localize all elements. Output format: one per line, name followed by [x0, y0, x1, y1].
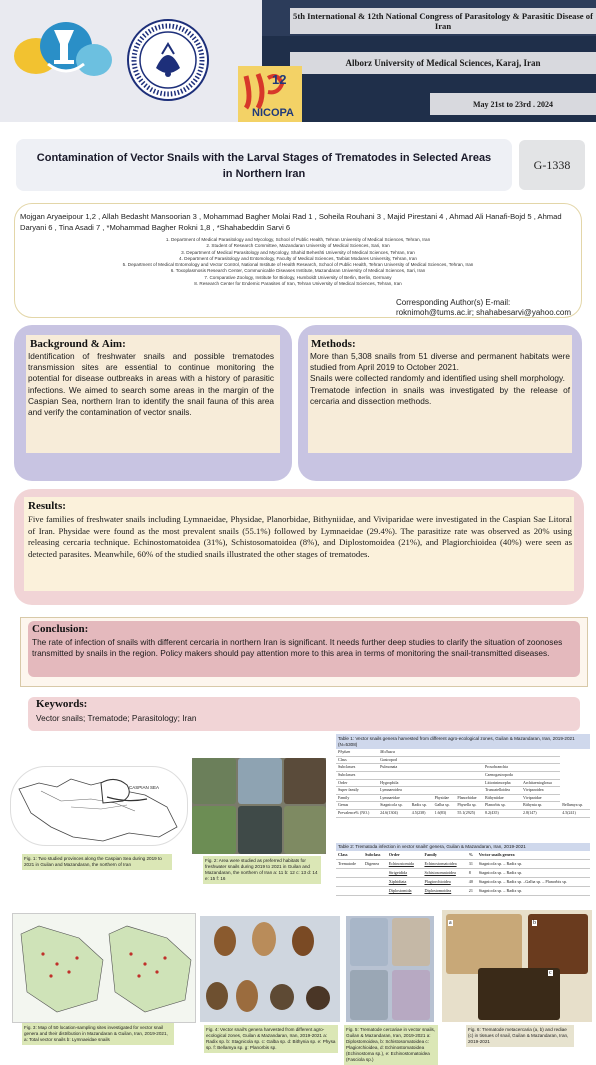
- table-2-row: [336, 877, 590, 886]
- table-1-cell: Lymnaeidae: [378, 794, 410, 802]
- results-text: Five families of freshwater snails including Lymnaeidae, Physidae, Planorbidae, Bithyniidae, and Viviparidae were investigated in the Caspian Sae Litoral of Iran. Physidae were found as the most prevalent snails (55.1%) followed by Lymnaeidae (29.4%). The parasitize rate was observed as 20% using releasing cercaria technique. Echinostomatoidea (31%), Schistosomatoidea (8%), and Diplostomoidea (21%), and Plagiorchioidea (40%) were seen as detected parasites. Meanwhile, 60% of the studied snails illustrated the other stages of trematodes.: [28, 514, 572, 559]
- table-1-cell: [410, 756, 433, 764]
- table-2-cell: Plagiorchioidea: [422, 877, 466, 886]
- table-1-cell: Subclasses: [336, 764, 378, 772]
- table-1-grid: [336, 749, 590, 817]
- metacercaria-photo-b: [528, 914, 588, 974]
- figure-6-metacercaria-photos: [442, 910, 592, 1022]
- table-1-cell: [410, 764, 433, 772]
- table-1-cell: [455, 749, 483, 756]
- table-1-cell: Order: [336, 779, 378, 787]
- conclusion-text: The rate of infection of snails with different cercaria in northern Iran is significant. It needs further deep studies to clarify the situation of zoonoses transmitted by snails in the region. Policy makers should pay attention more to this area in terms of monitoring the snail-transmitted diseases.: [32, 637, 563, 658]
- table-1-cell: [521, 764, 560, 772]
- table-2-cell: Echinostomida: [387, 859, 423, 868]
- micrograph-d: [392, 970, 430, 1020]
- table-2-cell: Xiphidiata: [387, 877, 423, 886]
- figure-3-caption: Fig. 3: Map of 50 location-sampling sites investigated for vector snail genera and their distribution in Mazandaran & Guilan, Iran, 2019-2021, a: Total vector snails b: Lymnaeidae snails: [22, 1023, 174, 1045]
- snail-photo-d: [206, 982, 228, 1010]
- table-2-cell: Stagnicola sp. – Radix sp.: [477, 868, 590, 877]
- table-1-cell: Prevalence% (NO.): [336, 809, 378, 817]
- affiliation-3: 3. Department of Medical Parasitology and Mycology, Shahid Beheshti University of Medical Sciences, Tehran, Iran: [181, 249, 415, 255]
- table-1-cell: 8.2(435): [483, 809, 521, 817]
- figure-1-caption: Fig. 1: Two studied provinces along the Caspian Sea during 2019 to 2021 in Guilan and Mazandaran, the northern of Iran: [22, 854, 172, 870]
- micrograph-b: [392, 918, 430, 966]
- table-1-row: [336, 779, 590, 787]
- table-1-row: [336, 756, 590, 764]
- results-heading: Results:: [28, 500, 66, 512]
- caspian-region-map-icon: [11, 767, 189, 847]
- table-1-cell: [521, 756, 560, 764]
- table-1-cell: Caenogastropoda: [483, 771, 521, 779]
- table-2-cell: [363, 868, 387, 877]
- table-2-grid: [336, 851, 590, 896]
- keywords-text: Vector snails; Trematode; Parasitology; Iran: [36, 713, 197, 723]
- affiliation-5: 5. Department of Medical Entomology and Vector Control, National Institute of Health Research, School of Public Health, Tehran University of Medical Sciences, Tehran, Iran: [122, 262, 474, 268]
- table-1-row: [336, 794, 590, 802]
- table-2-header-cell: Class: [336, 851, 363, 860]
- table-1-cell: [455, 764, 483, 772]
- table-1-cell: Super family: [336, 787, 378, 795]
- table-2-cell: [336, 886, 363, 895]
- table-1-cell: Lymnaeoidea: [378, 787, 410, 795]
- table-1-cell: Mollusca: [378, 749, 410, 756]
- table-1-cell: [433, 756, 456, 764]
- table-1-cell: Subclasses: [336, 771, 378, 779]
- parasitology-society-seal-icon: [126, 18, 210, 102]
- table-1-cell: Planorbis sp.: [483, 802, 521, 810]
- table-1-cell: Family: [336, 794, 378, 802]
- table-2-cell: Schistosomatoidea: [422, 868, 466, 877]
- table-1-cell: [410, 779, 433, 787]
- figure-1-map: [10, 766, 188, 846]
- affiliation-8: 8. Research Center for Endemic Parasites of Iran, Tehran University of Medical Sciences, Tehran, Iran: [194, 281, 402, 287]
- caspian-sea-label: CASPIAN SEA: [129, 785, 160, 790]
- table-1-cell: [433, 749, 456, 756]
- conclusion-heading: Conclusion:: [32, 623, 89, 635]
- methods-paragraph-1: More than 5,308 snails from 51 diverse and permanent habitats were studied from April 2019 to October 2021.: [310, 351, 570, 373]
- table-1-cell: Prosobranchia: [483, 764, 521, 772]
- table-1-cell: [410, 771, 433, 779]
- sampling-sites-map-icon: [13, 914, 197, 1024]
- table-1-cell: [483, 756, 521, 764]
- table-2-cell: [363, 877, 387, 886]
- background-text: Identification of freshwater snails and possible trematodes transmission sites are essential to continue monitoring the potential for disease outbreaks in areas with a history of parasitic infections. We aimed to search some areas in the margin of the Caspian Sea, northern Iran to identify the snail fauna of this area and verify the contamination of vector snails.: [28, 351, 274, 418]
- table-2-cell: Strigeidida: [387, 868, 423, 877]
- table-1-cell: Truncatelloidea: [483, 787, 521, 795]
- methods-text: [310, 351, 570, 407]
- host-university: Alborz University of Medical Sciences, Karaj, Iran: [290, 52, 596, 74]
- table-1-cell: [433, 771, 456, 779]
- corr-emails[interactable]: roknimoh@tums.ac.ir; shahabesarvi@yahoo.com: [396, 308, 571, 317]
- table-1-row: [336, 787, 590, 795]
- table-2-cell: Stagnicola sp. – Radix sp.: [477, 859, 590, 868]
- table-1-cell: Class: [336, 756, 378, 764]
- table-1-cell: Physella sp.: [455, 802, 483, 810]
- background-heading: Background & Aim:: [30, 338, 126, 350]
- table-1-cell: 4.5(238): [410, 809, 433, 817]
- table-1-cell: [378, 771, 410, 779]
- poster-code: G-1338: [519, 140, 585, 190]
- table-2-cell: 40: [467, 877, 477, 886]
- figure-4-snail-photos: [200, 916, 340, 1022]
- poster-title: Contamination of Vector Snails with the Larval Stages of Trematodes in Selected Areas in Northern Iran: [36, 152, 492, 180]
- table-1-row: [336, 764, 590, 772]
- figure-2-habitat-photos: [192, 758, 326, 854]
- table-1-row: [336, 802, 590, 810]
- table-2-cell: Trematode: [336, 859, 363, 868]
- table-1-cell: [433, 779, 456, 787]
- affiliations: [30, 237, 566, 287]
- figure-6-caption: Fig. 6: Trematode metacercaria (a, b) and rediae (c) in tissues of snail, Guilan & Mazandaran, Iran, 2019-2021: [466, 1025, 574, 1047]
- table-2-cell: Stagnicola sp. – Radix sp. –Galba sp. – Planorbis sp.: [477, 877, 590, 886]
- table-1-cell: 4.5(241): [560, 809, 590, 817]
- table-1-cell: Viviparidae: [521, 794, 560, 802]
- nicopa-logo: [238, 66, 302, 122]
- table-1-cell: Architaenioglossa: [521, 779, 560, 787]
- table-1-cell: [433, 787, 456, 795]
- snail-photo-f: [270, 984, 294, 1010]
- table-1-cell: Littorinimorpha: [483, 779, 521, 787]
- table-2-cell: Digenea: [363, 859, 387, 868]
- table-1-cell: Phylum: [336, 749, 378, 756]
- table-1-cell: 2.8(147): [521, 809, 560, 817]
- nicopa-number: 12: [272, 72, 287, 87]
- table-1-cell: [455, 779, 483, 787]
- congress-date: May 21st to 23rd . 2024: [430, 93, 596, 115]
- figure-3-sampling-maps: [12, 913, 196, 1023]
- habitat-photo-b: [238, 758, 282, 804]
- table-2-cell: Diplostomida: [387, 886, 423, 895]
- table-1-cell: [433, 764, 456, 772]
- table-1-row: [336, 749, 590, 756]
- table-2-cell: Diplostomoidea: [422, 886, 466, 895]
- table-1-cell: Planorbidae: [455, 794, 483, 802]
- congress-name: 5th International & 12th National Congress of Parasitology & Parasitic Disease of Iran: [290, 8, 596, 34]
- snail-photo-a: [214, 926, 236, 956]
- table-1-cell: Radix sp.: [410, 802, 433, 810]
- table-1-cell: Bellamya sp.: [560, 802, 590, 810]
- snail-photo-e: [236, 980, 258, 1012]
- affiliation-2: 2. Student of Research Committee, Mazandaran University of Medical Sciences, Sari, Iran: [206, 243, 390, 249]
- figure-5-caption: Fig. 5: Trematode cercariae in vector snails, Guilan & Mazandaran, Iran, 2019-2021 a: Diplostomoidea, b: Schistosomatoidea c: Plagiorchioidea, d: Echinostomatoidea (Echinostoma sp.), e: Echinostomatoidea (Fasciola sp.): [344, 1025, 438, 1065]
- methods-paragraph-2: Snails were collected randomly and identified using shell morphology.: [310, 373, 565, 384]
- table-2-cell: 8: [467, 868, 477, 877]
- table-2-row: [336, 868, 590, 877]
- table-1-cell: 24.6(1304): [378, 809, 410, 817]
- table-2-header-cell: Family: [422, 851, 466, 860]
- authors-list: Mojgan Aryaeipour 1,2 , Allah Bedasht Mansoorian 3 , Mohammad Bagher Molai Rad 1 , Soheila Rouhani 3 , Majid Pirestani 4 , Ahmad Ali Hanafi-Bojd 5 , Ahmad Daryani 6 , Tina Asadi 7 , *Mohammad Bagher Rokni 1,8 , *Shahabeddin Sarvi 6: [20, 212, 562, 232]
- table-2-cell: Echinostomatoidea: [422, 859, 466, 868]
- table-2-cell: [336, 877, 363, 886]
- table-2-header-cell: %: [467, 851, 477, 860]
- methods-paragraph-3: Trematode infection in snails was investigated by the release of cercaria and dissection methods.: [310, 384, 570, 406]
- table-2-title: Table 2: Trematoda infection in vector snails' genera, Guilan & Mazandaran, Iran, 2019-2021: [336, 843, 590, 851]
- table-1-cell: Genus: [336, 802, 378, 810]
- table-1-row: [336, 809, 590, 817]
- fig6-label-a: a: [449, 920, 452, 926]
- table-2-cell: Stagnicola sp. – Radix sp.: [477, 886, 590, 895]
- table-1-cell: [521, 749, 560, 756]
- table-1-cell: 55.1(2925): [455, 809, 483, 817]
- table-1-cell: 1.6(83): [433, 809, 456, 817]
- figure-2-caption: Fig. 2: Area were studied as preferred habitats for freshwater snails during 2019 to 2021 in Guilan and Mazandaran, the northern of Iran a: 11 b: 12 c: 13 d: 14 e: 15 f: 16: [203, 856, 321, 884]
- table-1-cell: [483, 749, 521, 756]
- table-1-cell: [455, 756, 483, 764]
- snail-photo-b: [252, 922, 276, 956]
- habitat-photo-a: [192, 758, 236, 804]
- snail-photo-g: [306, 986, 330, 1010]
- snail-photo-c: [292, 926, 314, 956]
- table-1-cell: [521, 771, 560, 779]
- table-2-header-cell: Order: [387, 851, 423, 860]
- table-2-cell: 31: [467, 859, 477, 868]
- habitat-photo-d: [192, 806, 236, 854]
- table-2-row: [336, 886, 590, 895]
- affiliation-4: 4. Department of Parasitology and Entomology, Faculty of Medical Sciences, Tarbiat Modares University, Tehran, Iran: [179, 255, 417, 261]
- table-1-cell: [410, 787, 433, 795]
- micrograph-a: [350, 918, 388, 966]
- table-1-cell: Viviparoidea: [521, 787, 560, 795]
- figure-5-cercariae-micrographs: [346, 916, 434, 1022]
- nicopa-text: NICOPA: [252, 107, 294, 119]
- corr-label: Corresponding Author(s) E-mail:: [396, 298, 511, 307]
- table-2-cell: 21: [467, 886, 477, 895]
- table-1-cell: [410, 749, 433, 756]
- affiliation-7: 7. Comparative Zoology, Institute for Biology, Humboldt University of Berlin, Berlin, Germany: [204, 274, 392, 280]
- table-1-cell: Physidae: [433, 794, 456, 802]
- table-1-cell: Bithyniidae: [483, 794, 521, 802]
- methods-heading: Methods:: [311, 338, 356, 350]
- university-logo-icon: [10, 16, 116, 82]
- table-1-cell: Stagnicola sp.: [378, 802, 410, 810]
- micrograph-c: [350, 970, 388, 1020]
- table-1-row: [336, 771, 590, 779]
- affiliation-1: 1. Department of Medical Parasitology and Mycology, School of Public Health, Tehran University of Medical Sciences, Tehran, Iran: [165, 237, 431, 242]
- table-1-cell: Gastropod: [378, 756, 410, 764]
- table-2: [336, 843, 590, 911]
- table-1: [336, 734, 590, 836]
- habitat-photo-c: [284, 758, 326, 804]
- habitat-photo-f: [284, 806, 326, 854]
- corresponding-authors: [396, 298, 576, 318]
- metacercaria-photo-a: [446, 914, 522, 974]
- table-2-cell: [336, 868, 363, 877]
- table-1-cell: Bithynia sp.: [521, 802, 560, 810]
- table-2-row: [336, 859, 590, 868]
- table-1-cell: [455, 771, 483, 779]
- figure-4-caption: Fig. 4: Vector snail's genera harvested from different agro-ecological zones, Guilan & Mazandaran, Iran, 2019-2021 a: Radix sp. b: Stagnicola sp. c: Galba sp. d: Bithynia sp. e: Physa sp. f: Bellamya sp. g: Planorbis sp.: [204, 1025, 338, 1053]
- table-1-cell: Hygrophila: [378, 779, 410, 787]
- fig6-label-b: b: [533, 920, 536, 926]
- table-1-title: Table 1: Vector snails genera harvested from different agro-ecological zones, Guilan & Mazandaran, Iran, 2019-2021 (N=5308): [336, 734, 590, 749]
- table-1-cell: Galba sp.: [433, 802, 456, 810]
- table-2-header-cell: Vector snails genera: [477, 851, 590, 860]
- keywords-heading: Keywords:: [36, 698, 88, 710]
- table-1-cell: [455, 787, 483, 795]
- table-1-cell: [410, 794, 433, 802]
- table-2-cell: [363, 886, 387, 895]
- table-2-header-cell: Subclass: [363, 851, 387, 860]
- table-1-cell: Pulmonata: [378, 764, 410, 772]
- affiliation-6: 6. Toxoplasmosis Research Center, Communicable Diseases Institute, Mazandaran University of Medical Sciences, Sari, Iran: [170, 268, 426, 274]
- fig6-label-c: c: [549, 970, 552, 976]
- habitat-photo-e: [238, 806, 282, 854]
- table-2-header-row: [336, 851, 590, 860]
